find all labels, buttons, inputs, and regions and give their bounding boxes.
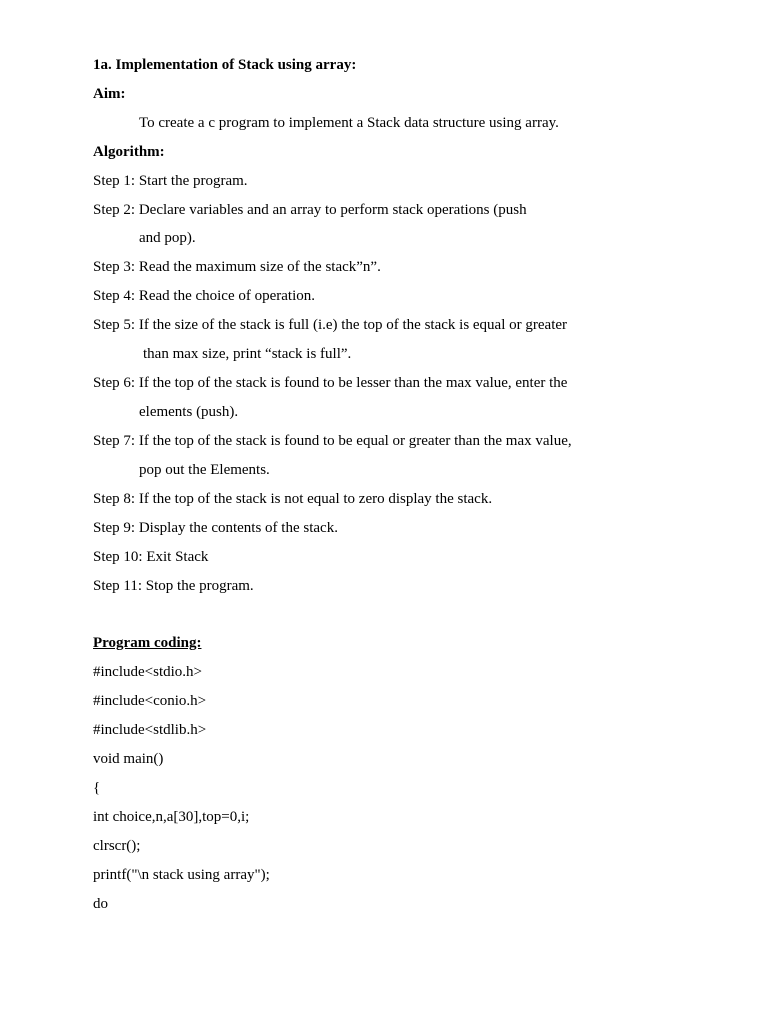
algorithm-step: Step 10: Exit Stack: [93, 549, 209, 565]
algorithm-step: Step 11: Stop the program.: [93, 578, 254, 594]
document-title: 1a. Implementation of Stack using array:: [93, 57, 357, 73]
algorithm-step-continuation: and pop).: [139, 230, 196, 246]
algorithm-step: Step 6: If the top of the stack is found to be lesser than the max value, enter the: [93, 375, 568, 391]
algorithm-step: Step 5: If the size of the stack is full (i.e) the top of the stack is equal or greater: [93, 317, 568, 333]
algorithm-step: Step 8: If the top of the stack is not equal to zero display the stack.: [93, 491, 493, 507]
algorithm-step: Step 9: Display the contents of the stack.: [93, 520, 338, 536]
algorithm-heading: Algorithm:: [93, 144, 165, 160]
aim-text: To create a c program to implement a Stack data structure using array.: [139, 115, 559, 131]
algorithm-step-continuation: than max size, print “stack is full”.: [143, 346, 352, 362]
code-line: int choice,n,a[30],top=0,i;: [93, 809, 250, 825]
algorithm-step: Step 2: Declare variables and an array to perform stack operations (push: [93, 202, 527, 218]
algorithm-step-continuation: elements (push).: [139, 404, 239, 420]
code-line: #include<conio.h>: [93, 693, 207, 709]
code-line: printf("\n stack using array");: [93, 867, 270, 883]
code-line: #include<stdio.h>: [93, 664, 202, 680]
code-line: {: [93, 780, 101, 796]
program-heading: Program coding:: [93, 635, 202, 651]
algorithm-step: Step 1: Start the program.: [93, 173, 248, 189]
code-line: do: [93, 896, 108, 912]
code-line: clrscr();: [93, 838, 141, 854]
algorithm-step-continuation: pop out the Elements.: [139, 462, 270, 478]
algorithm-step: Step 3: Read the maximum size of the stack”n”.: [93, 259, 381, 275]
code-line: #include<stdlib.h>: [93, 722, 207, 738]
code-line: void main(): [93, 751, 164, 767]
aim-heading: Aim:: [93, 86, 126, 102]
algorithm-step: Step 7: If the top of the stack is found to be equal or greater than the max value,: [93, 433, 572, 449]
algorithm-step: Step 4: Read the choice of operation.: [93, 288, 316, 304]
